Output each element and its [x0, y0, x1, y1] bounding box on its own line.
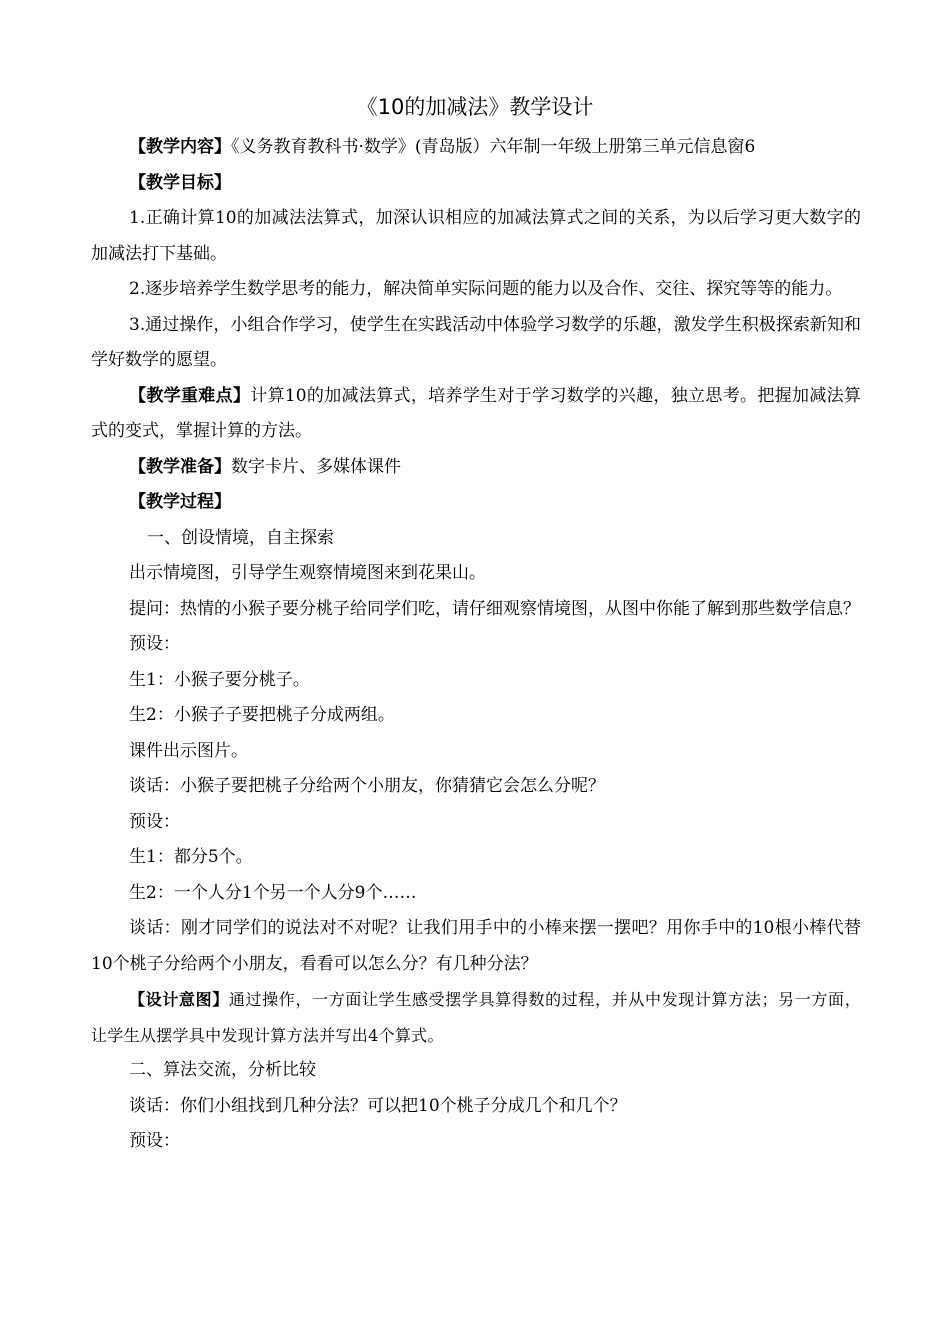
- design-intent-text: 通过操作，一方面让学生感受摆学具算得数的过程，并从中发现计算方法；另一方面，让学生从摆学具中发现计算方法并写出4个算式。: [91, 990, 861, 1045]
- process-line: 谈话：小猴子要把桃子分给两个小朋友，你猜猜它会怎么分呢？: [129, 776, 605, 796]
- document-body: [91, 130, 861, 1160]
- process-line: 生2：一个人分1个另一个人分9个……: [129, 882, 417, 903]
- section-heading-2: 二、算法交流，分析比较: [129, 1060, 316, 1080]
- teaching-goals-heading: [91, 166, 861, 202]
- process-line: 生1：都分5个。: [129, 847, 253, 867]
- goal-item: 2.逐步培养学生数学思考的能力，解决简单实际问题的能力以及合作、交往、探究等等的能力。: [129, 279, 843, 299]
- process-heading: [91, 485, 861, 521]
- document-title: 《10的加减法》教学设计: [356, 95, 594, 119]
- teaching-content-text: 《义务教育教科书·数学》(青岛版）六年制一年级上册第三单元信息窗6: [231, 137, 756, 157]
- key-points-label: 【教学重难点】: [129, 385, 251, 406]
- goal-item: 3.通过操作，小组合作学习，使学生在实践活动中体验学习数学的乐趣，激发学生积极探索新知和学好数学的愿望。: [91, 314, 861, 370]
- process-line: 提问：热情的小猴子要分桃子给同学们吃，请仔细观察情境图，从图中你能了解到那些数学信息？: [129, 598, 860, 619]
- teaching-goals-label: 【教学目标】: [129, 172, 231, 193]
- key-points-text: 计算10的加减法算式，培养学生对于学习数学的兴趣，独立思考。把握加减法算式的变式，掌握计算的方法。: [91, 385, 861, 441]
- goal-item: 1.正确计算10的加减法法算式，加深认识相应的加减法算式之间的关系，为以后学习更大数字的加减法打下基础。: [91, 208, 861, 264]
- design-intent-label: 【设计意图】: [129, 990, 229, 1009]
- process-line: 出示情境图，引导学生观察情境图来到花果山。: [129, 563, 486, 583]
- process-label: 【教学过程】: [129, 492, 231, 512]
- section-heading-1: 一、创设情境，自主探索: [147, 527, 334, 548]
- process-line: 预设：: [129, 634, 180, 654]
- preparation-paragraph: [91, 450, 861, 486]
- process-line: 生2：小猴子子要把桃子分成两组。: [129, 705, 395, 725]
- process-line: 谈话：你们小组找到几种分法？可以把10个桃子分成几个和几个？: [129, 1095, 627, 1116]
- teaching-content-label: 【教学内容】: [129, 137, 231, 157]
- preparation-label: 【教学准备】: [129, 456, 231, 477]
- preparation-text: 数字卡片、多媒体课件: [231, 456, 401, 477]
- process-line: 预设：: [129, 811, 180, 832]
- process-line: 谈话：刚才同学们的说法对不对呢？让我们用手中的小棒来摆一摆吧？用你手中的10根小棒代替10个桃子分给两个小朋友，看看可以怎么分？有几种分法？: [91, 918, 861, 974]
- design-intent-paragraph: [91, 982, 861, 1053]
- key-points-paragraph: [91, 379, 861, 450]
- process-line: 课件出示图片。: [129, 740, 248, 761]
- process-line: 生1：小猴子要分桃子。: [129, 669, 310, 690]
- process-line: 预设：: [129, 1131, 180, 1151]
- teaching-content-paragraph: [91, 130, 861, 166]
